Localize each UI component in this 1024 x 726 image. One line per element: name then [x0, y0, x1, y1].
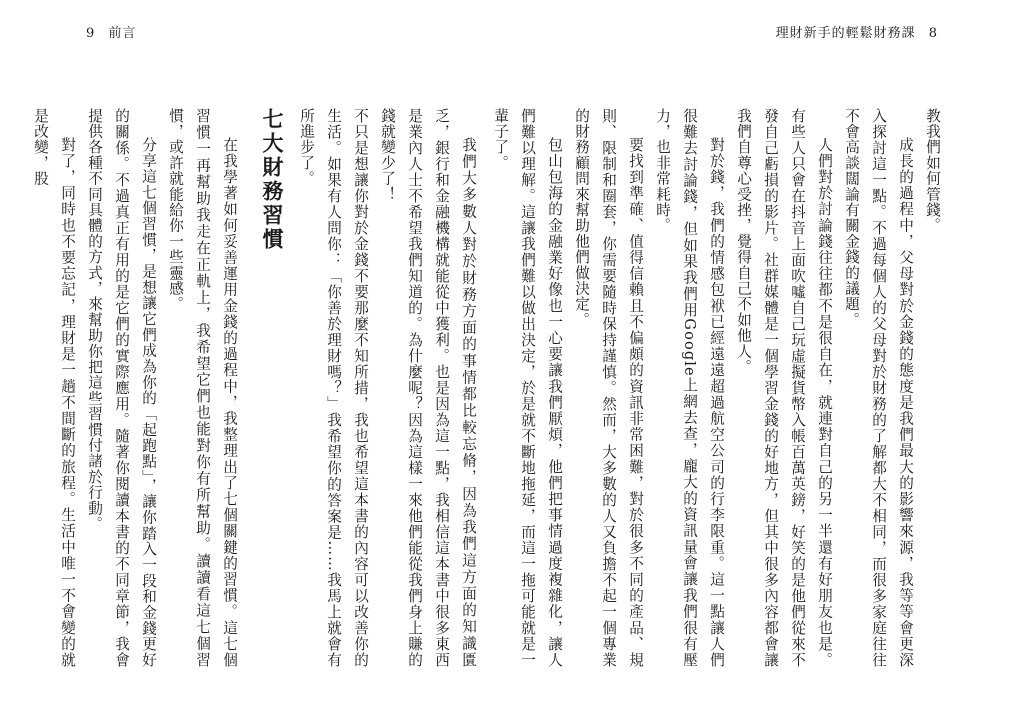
- paragraph: 分享這七個習慣，是想讓它們成為你的「起跑點」，讓你踏入一段和金錢更好的關係。不過真正有用的是它們的實際應用。隨著你閱讀本書的不同章節，我會提供各種不同具體的方式，來幫助你把這些習慣付諸於行動。: [86, 108, 157, 668]
- paragraph: 對於錢，我們的情感包袱已經遠遠超過航空公司的行李限重。這一點讓人們很難去討論錢，但如果我們用Google上網去查，龐大的資訊量會讓我們很有壓力，也非常耗時。: [654, 108, 725, 668]
- left-page-number: 9: [86, 26, 96, 41]
- paragraph: 在我學著如何妥善運用金錢的過程中，我整理出了七個關鍵的習慣。這七個習慣一再幫助我走在正軌上，我希望它們也能對你有所幫助。讀讀看這七個習慣，或許就能給你一些靈感。: [167, 108, 238, 668]
- right-running-title: 理財新手的輕鬆財務課: [775, 26, 916, 41]
- left-page-text: [27, 108, 482, 668]
- paragraph: 包山包海的金融業好像也一心要讓我們厭煩，他們把事情過度複雜化，讓人們難以理解。這讓我們難以做出決定，於是就不斷地拖延，而這一拖可能就是一輩子了。: [492, 108, 563, 668]
- left-page-body: [32, 108, 482, 668]
- paragraph: 要找到準確、值得信賴且不偏頗的資訊非常困難，對於很多不同的產品、規則、限制和圈套，你需要隨時保持謹慎。然而，大多數的人又負擔不起一個專業的財務顧問來幫助他們做決定。: [573, 108, 644, 668]
- paragraph: 不只是想讓你對於金錢不要那麼不知所措，我也希望這本書的內容可以改善你的生活。如果有人問你：「你善於理財嗎？」我希望你的答案是……我馬上就會有所進步了。: [298, 108, 369, 668]
- paragraph: 對了，同時也不要忘記，理財是一趟不間斷的旅程。生活中唯一不會變的就是改變，股: [32, 108, 76, 668]
- right-page-header: [776, 22, 946, 41]
- right-page-body: [492, 108, 946, 668]
- right-page-text: [487, 108, 946, 668]
- right-page-number: 8: [928, 26, 938, 41]
- paragraph: 人們對於討論錢往往都不是很自在，就連對自己的另一半還有好朋友也是。有些人只會在抖音上面吹噓自己玩虛擬貨幣入帳百萬英鎊，好笑的是他們從來不發自己虧損的影片。社群媒體是一個學習金錢的好地方，但其中很多內容都會讓我們自尊心受挫，覺得自己不如他人。: [735, 108, 833, 668]
- left-page-header: [78, 22, 136, 41]
- section-heading: 七大財務習慣: [260, 108, 284, 252]
- paragraph: 教我們如何管錢。: [924, 108, 941, 234]
- left-running-title: 前言: [108, 26, 137, 41]
- paragraph: 我們大多數人對於財務方面的事情都比較忘脩，因為我們這方面的知識匱乏，銀行和金融機構就能從中獲利。也是因為這一點，我相信這本書中很多東西是業內人士不希望我們知道的。為什麼呢？因為這樣一來他們能從我們身上賺的錢就變少了！: [379, 108, 477, 668]
- paragraph: 成長的過程中，父母對於金錢的態度是我們最大的影響來源，我等等會更深入探討這一點。不過每個人的父母對於財務的了解都大不相同，而很多家庭往往不會高談闊論有關金錢的議題。: [843, 108, 914, 668]
